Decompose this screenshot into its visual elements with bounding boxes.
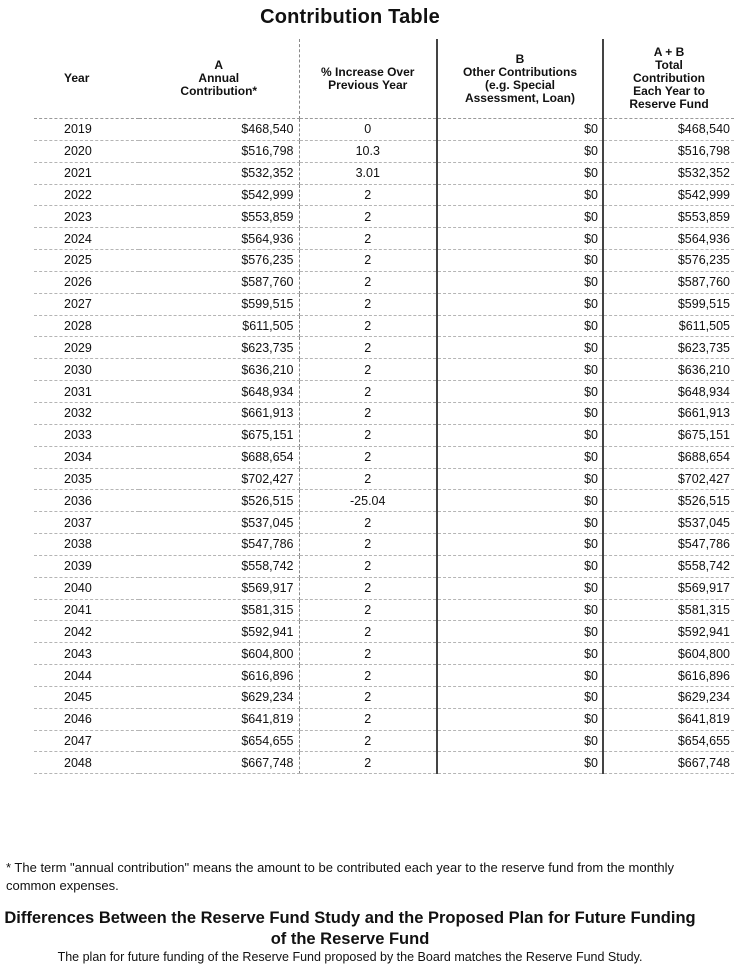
pct-increase-cell: 2 <box>299 665 437 687</box>
other-contributions-cell: $0 <box>437 708 603 730</box>
annual-contribution-cell: $599,515 <box>139 293 299 315</box>
pct-increase-cell: 2 <box>299 184 437 206</box>
other-contributions-cell: $0 <box>437 752 603 774</box>
other-contributions-cell: $0 <box>437 534 603 556</box>
year-cell: 2039 <box>34 555 139 577</box>
year-cell: 2038 <box>34 534 139 556</box>
annual-contribution-cell: $553,859 <box>139 206 299 228</box>
year-cell: 2043 <box>34 643 139 665</box>
year-cell: 2036 <box>34 490 139 512</box>
table-row <box>34 402 734 424</box>
year-cell: 2027 <box>34 293 139 315</box>
other-contributions-cell: $0 <box>437 315 603 337</box>
total-contribution-cell: $636,210 <box>603 359 734 381</box>
header-total-letter: A + B <box>653 45 685 59</box>
pct-increase-cell: 2 <box>299 250 437 272</box>
other-contributions-cell: $0 <box>437 337 603 359</box>
year-cell: 2040 <box>34 577 139 599</box>
pct-increase-cell: 2 <box>299 293 437 315</box>
total-contribution-cell: $576,235 <box>603 250 734 272</box>
annual-contribution-cell: $537,045 <box>139 512 299 534</box>
year-cell: 2019 <box>34 119 139 141</box>
annual-contribution-cell: $532,352 <box>139 162 299 184</box>
table-row <box>34 512 734 534</box>
pct-increase-cell: 2 <box>299 359 437 381</box>
pct-increase-cell: 2 <box>299 337 437 359</box>
pct-increase-cell: 2 <box>299 228 437 250</box>
annual-contribution-cell: $516,798 <box>139 140 299 162</box>
header-other-contributions <box>437 39 603 119</box>
page-title: Contribution Table <box>260 6 440 28</box>
other-contributions-cell: $0 <box>437 468 603 490</box>
table-row <box>34 184 734 206</box>
pct-increase-cell: 2 <box>299 686 437 708</box>
other-contributions-cell: $0 <box>437 381 603 403</box>
total-contribution-cell: $547,786 <box>603 534 734 556</box>
header-b-letter: B <box>515 51 525 66</box>
annual-contribution-cell: $468,540 <box>139 119 299 141</box>
total-contribution-cell: $604,800 <box>603 643 734 665</box>
annual-contribution-cell: $611,505 <box>139 315 299 337</box>
total-contribution-cell: $648,934 <box>603 381 734 403</box>
other-contributions-cell: $0 <box>437 140 603 162</box>
total-contribution-cell: $537,045 <box>603 512 734 534</box>
year-cell: 2024 <box>34 228 139 250</box>
header-b-label: Other Contributions (e.g. Special Assessment, Loan) <box>463 64 577 105</box>
table-row <box>34 555 734 577</box>
pct-increase-cell: 2 <box>299 555 437 577</box>
other-contributions-cell: $0 <box>437 162 603 184</box>
year-cell: 2031 <box>34 381 139 403</box>
pct-increase-cell: 2 <box>299 621 437 643</box>
total-contribution-cell: $667,748 <box>603 752 734 774</box>
other-contributions-cell: $0 <box>437 119 603 141</box>
section-heading: Differences Between the Reserve Fund Study and the Proposed Plan for Future Funding of the Reserve Fund <box>4 909 696 948</box>
pct-increase-cell: 2 <box>299 512 437 534</box>
pct-increase-cell: 2 <box>299 643 437 665</box>
header-year: Year <box>34 39 139 119</box>
table-row <box>34 708 734 730</box>
annual-contribution-cell: $661,913 <box>139 402 299 424</box>
table-row <box>34 752 734 774</box>
header-total-contribution <box>603 39 734 119</box>
table-row <box>34 337 734 359</box>
other-contributions-cell: $0 <box>437 643 603 665</box>
annual-contribution-cell: $569,917 <box>139 577 299 599</box>
total-contribution-cell: $468,540 <box>603 119 734 141</box>
pct-increase-cell: 2 <box>299 315 437 337</box>
table-row <box>34 162 734 184</box>
annual-contribution-cell: $564,936 <box>139 228 299 250</box>
pct-increase-cell: 2 <box>299 446 437 468</box>
total-contribution-cell: $641,819 <box>603 708 734 730</box>
total-contribution-cell: $616,896 <box>603 665 734 687</box>
table-row <box>34 730 734 752</box>
table-row <box>34 119 734 141</box>
table-row <box>34 424 734 446</box>
other-contributions-cell: $0 <box>437 686 603 708</box>
annual-contribution-cell: $636,210 <box>139 359 299 381</box>
annual-contribution-cell: $675,151 <box>139 424 299 446</box>
year-cell: 2042 <box>34 621 139 643</box>
annual-contribution-cell: $558,742 <box>139 555 299 577</box>
total-contribution-cell: $532,352 <box>603 162 734 184</box>
pct-increase-cell: 2 <box>299 599 437 621</box>
table-row <box>34 686 734 708</box>
pct-increase-cell: 2 <box>299 206 437 228</box>
table-row <box>34 534 734 556</box>
annual-contribution-cell: $526,515 <box>139 490 299 512</box>
annual-contribution-cell: $604,800 <box>139 643 299 665</box>
table-row <box>34 621 734 643</box>
table-row <box>34 577 734 599</box>
pct-increase-cell: 2 <box>299 534 437 556</box>
other-contributions-cell: $0 <box>437 446 603 468</box>
pct-increase-cell: 2 <box>299 424 437 446</box>
year-cell: 2044 <box>34 665 139 687</box>
pct-increase-cell: 3.01 <box>299 162 437 184</box>
year-cell: 2021 <box>34 162 139 184</box>
year-cell: 2020 <box>34 140 139 162</box>
other-contributions-cell: $0 <box>437 621 603 643</box>
table-row <box>34 250 734 272</box>
other-contributions-cell: $0 <box>437 206 603 228</box>
total-contribution-cell: $675,151 <box>603 424 734 446</box>
year-cell: 2025 <box>34 250 139 272</box>
pct-increase-cell: -25.04 <box>299 490 437 512</box>
year-cell: 2028 <box>34 315 139 337</box>
other-contributions-cell: $0 <box>437 490 603 512</box>
year-cell: 2048 <box>34 752 139 774</box>
annual-contribution-cell: $616,896 <box>139 665 299 687</box>
header-a-label: Annual Contribution* <box>180 71 258 98</box>
table-row <box>34 490 734 512</box>
annual-contribution-cell: $629,234 <box>139 686 299 708</box>
annual-contribution-cell: $623,735 <box>139 337 299 359</box>
other-contributions-cell: $0 <box>437 665 603 687</box>
year-cell: 2034 <box>34 446 139 468</box>
table-row <box>34 206 734 228</box>
pct-increase-cell: 2 <box>299 730 437 752</box>
header-annual-contribution <box>139 39 299 119</box>
total-contribution-cell: $542,999 <box>603 184 734 206</box>
year-cell: 2046 <box>34 708 139 730</box>
annual-contribution-cell: $581,315 <box>139 599 299 621</box>
total-contribution-cell: $526,515 <box>603 490 734 512</box>
contribution-table <box>34 39 734 774</box>
annual-contribution-cell: $592,941 <box>139 621 299 643</box>
total-contribution-cell: $553,859 <box>603 206 734 228</box>
other-contributions-cell: $0 <box>437 402 603 424</box>
pct-increase-cell: 10.3 <box>299 140 437 162</box>
pct-increase-cell: 2 <box>299 468 437 490</box>
header-pct-label: % Increase Over Previous Year <box>321 64 415 92</box>
annual-contribution-cell: $576,235 <box>139 250 299 272</box>
pct-increase-cell: 2 <box>299 752 437 774</box>
annual-contribution-cell: $688,654 <box>139 446 299 468</box>
year-cell: 2030 <box>34 359 139 381</box>
table-header-row <box>34 39 734 119</box>
table-row <box>34 468 734 490</box>
other-contributions-cell: $0 <box>437 555 603 577</box>
header-pct-increase <box>299 39 437 119</box>
pct-increase-cell: 2 <box>299 381 437 403</box>
year-cell: 2029 <box>34 337 139 359</box>
table-row <box>34 599 734 621</box>
table-row <box>34 665 734 687</box>
annual-contribution-cell: $542,999 <box>139 184 299 206</box>
other-contributions-cell: $0 <box>437 271 603 293</box>
pct-increase-cell: 2 <box>299 271 437 293</box>
other-contributions-cell: $0 <box>437 228 603 250</box>
table-row <box>34 293 734 315</box>
other-contributions-cell: $0 <box>437 599 603 621</box>
annual-contribution-cell: $641,819 <box>139 708 299 730</box>
table-row <box>34 643 734 665</box>
table-row <box>34 359 734 381</box>
contribution-table-container <box>34 39 730 774</box>
other-contributions-cell: $0 <box>437 730 603 752</box>
year-cell: 2045 <box>34 686 139 708</box>
total-contribution-cell: $581,315 <box>603 599 734 621</box>
total-contribution-cell: $623,735 <box>603 337 734 359</box>
total-contribution-cell: $599,515 <box>603 293 734 315</box>
other-contributions-cell: $0 <box>437 577 603 599</box>
year-cell: 2022 <box>34 184 139 206</box>
table-row <box>34 140 734 162</box>
year-cell: 2026 <box>34 271 139 293</box>
year-cell: 2035 <box>34 468 139 490</box>
section-paragraph: The plan for future funding of the Reserve Fund proposed by the Board matches the Reserve Fund Study. <box>57 950 643 964</box>
other-contributions-cell: $0 <box>437 250 603 272</box>
total-contribution-cell: $688,654 <box>603 446 734 468</box>
table-row <box>34 446 734 468</box>
annual-contribution-cell: $648,934 <box>139 381 299 403</box>
total-contribution-cell: $564,936 <box>603 228 734 250</box>
annual-contribution-cell: $587,760 <box>139 271 299 293</box>
other-contributions-cell: $0 <box>437 184 603 206</box>
year-cell: 2032 <box>34 402 139 424</box>
footnote: * The term "annual contribution" means the amount to be contributed each year to the reserve fund from the monthly common expenses. <box>6 860 675 893</box>
table-body <box>34 119 734 774</box>
other-contributions-cell: $0 <box>437 293 603 315</box>
other-contributions-cell: $0 <box>437 424 603 446</box>
year-cell: 2033 <box>34 424 139 446</box>
total-contribution-cell: $516,798 <box>603 140 734 162</box>
year-cell: 2037 <box>34 512 139 534</box>
header-a-letter: A <box>214 58 224 72</box>
total-contribution-cell: $569,917 <box>603 577 734 599</box>
other-contributions-cell: $0 <box>437 512 603 534</box>
annual-contribution-cell: $667,748 <box>139 752 299 774</box>
pct-increase-cell: 2 <box>299 577 437 599</box>
total-contribution-cell: $661,913 <box>603 402 734 424</box>
year-cell: 2023 <box>34 206 139 228</box>
header-total-label: Total Contribution Each Year to Reserve Fund <box>629 58 709 111</box>
pct-increase-cell: 0 <box>299 119 437 141</box>
annual-contribution-cell: $654,655 <box>139 730 299 752</box>
year-cell: 2047 <box>34 730 139 752</box>
total-contribution-cell: $592,941 <box>603 621 734 643</box>
total-contribution-cell: $702,427 <box>603 468 734 490</box>
table-row <box>34 315 734 337</box>
total-contribution-cell: $629,234 <box>603 686 734 708</box>
total-contribution-cell: $587,760 <box>603 271 734 293</box>
total-contribution-cell: $611,505 <box>603 315 734 337</box>
table-row <box>34 228 734 250</box>
pct-increase-cell: 2 <box>299 708 437 730</box>
total-contribution-cell: $654,655 <box>603 730 734 752</box>
other-contributions-cell: $0 <box>437 359 603 381</box>
table-row <box>34 271 734 293</box>
annual-contribution-cell: $702,427 <box>139 468 299 490</box>
annual-contribution-cell: $547,786 <box>139 534 299 556</box>
total-contribution-cell: $558,742 <box>603 555 734 577</box>
table-row <box>34 381 734 403</box>
pct-increase-cell: 2 <box>299 402 437 424</box>
year-cell: 2041 <box>34 599 139 621</box>
